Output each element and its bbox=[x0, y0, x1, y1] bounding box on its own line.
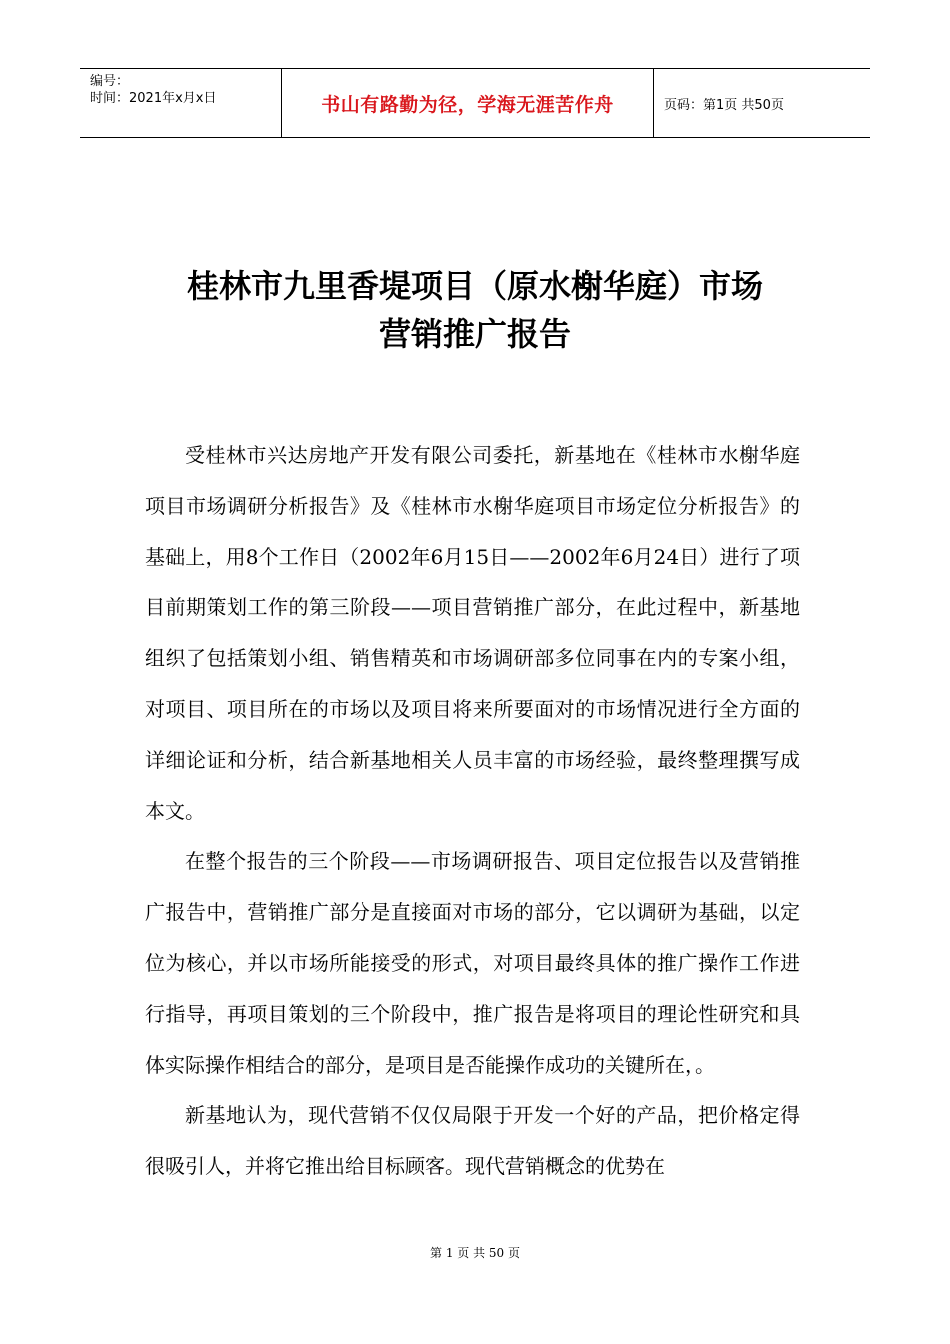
title-line-1: 桂林市九里香堤项目（原水榭华庭）市场 bbox=[186, 267, 763, 305]
page-footer: 第 1 页 共 50 页 bbox=[430, 1246, 520, 1260]
document-body bbox=[145, 430, 800, 1192]
document-header bbox=[80, 68, 870, 138]
number-label: 编号： bbox=[90, 74, 130, 89]
header-meta-cell bbox=[80, 69, 282, 137]
paragraph: 在整个报告的三个阶段——市场调研报告、项目定位报告以及营销推广报告中，营销推广部分是直接面对市场的部分，它以调研为基础，以定位为核心，并以市场所能接受的形式，对项目最终具体的推广操作工作进行指导，再项目策划的三个阶段中，推广报告是将项目的理论性研究和具体实际操作相结合的部分，是项目是否能操作成功的关键所在，。 bbox=[145, 849, 800, 1077]
time-label: 时间：2021年x月x日 bbox=[90, 91, 217, 106]
document-title bbox=[0, 262, 950, 358]
motto: 书山有路勤为径，学海无涯苦作舟 bbox=[282, 69, 654, 137]
paragraph: 新基地认为，现代营销不仅仅局限于开发一个好的产品，把价格定得很吸引人，并将它推出给目标顾客。现代营销概念的优势在 bbox=[145, 1103, 800, 1179]
page-info: 页码：第1页 共50页 bbox=[664, 97, 784, 113]
paragraph: 受桂林市兴达房地产开发有限公司委托，新基地在《桂林市水榭华庭项目市场调研分析报告》及《桂林市水榭华庭项目市场定位分析报告》的基础上，用8个工作日（2002年6月15日——2002年6月24日）进行了项目前期策划工作的第三阶段——项目营销推广部分，在此过程中，新基地组织了包括策划小组、销售精英和市场调研部多位同事在内的专案小组，对项目、项目所在的市场以及项目将来所要面对的市场情况进行全方面的详细论证和分析，结合新基地相关人员丰富的市场经验，最终整理撰写成本文。 bbox=[145, 443, 800, 823]
title-line-2: 营销推广报告 bbox=[378, 315, 571, 353]
